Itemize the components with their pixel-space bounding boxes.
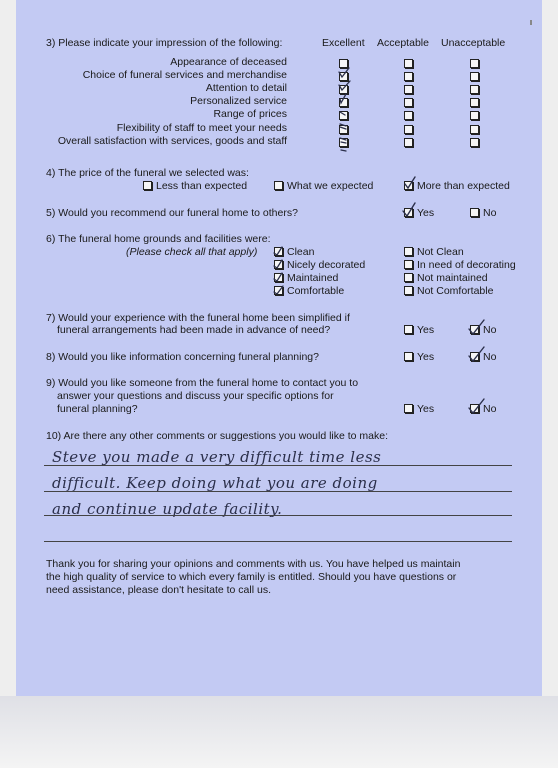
q4-option-less-label: Less than expected	[156, 180, 248, 192]
q6-option-not-clean[interactable]	[404, 246, 464, 258]
handwritten-comment-line3: and continue update facility.	[52, 500, 283, 518]
comment-line-4	[44, 541, 512, 542]
q9-question-line2: answer your questions and discuss your specific options for	[57, 390, 334, 402]
q4-option-what-label: What we expected	[287, 180, 374, 192]
q4-what-checkbox[interactable]	[274, 181, 283, 190]
col-header-acceptable: Acceptable	[377, 37, 429, 49]
col-header-unacceptable: Unacceptable	[441, 37, 506, 49]
q3-r1-acceptable-checkbox[interactable]	[404, 59, 413, 68]
q6-not-comfortable-checkbox[interactable]	[404, 286, 413, 295]
q3-r4-acceptable-checkbox[interactable]	[404, 98, 413, 107]
q3-item-prices: Range of prices	[213, 108, 287, 120]
q3-r1-unacceptable-checkbox[interactable]	[470, 59, 479, 68]
q4-option-less[interactable]	[143, 180, 247, 192]
q8-yes-option[interactable]	[404, 351, 434, 363]
q3-r4-unacceptable-checkbox[interactable]	[470, 98, 479, 107]
q6-not-maintained-label: Not maintained	[417, 272, 488, 284]
q5-no-option[interactable]	[470, 207, 496, 219]
scan-speck	[530, 20, 532, 25]
q6-nicely-decorated-label: Nicely decorated	[287, 259, 366, 271]
q10-question: 10) Are there any other comments or suggestions you would like to make:	[46, 430, 389, 442]
q3-item-flexibility: Flexibility of staff to meet your needs	[116, 122, 287, 134]
q7-no-check-mark	[467, 318, 487, 336]
q6-in-need-checkbox[interactable]	[404, 260, 413, 269]
q3-excellent-marks	[337, 54, 353, 152]
q7-yes-label: Yes	[417, 324, 435, 336]
q6-not-clean-label: Not Clean	[417, 246, 464, 258]
q7-question-line2: funeral arrangements had been made in advance of need?	[57, 324, 331, 336]
q3-item-personalized: Personalized service	[190, 95, 287, 107]
q8-no-check-mark	[467, 345, 487, 363]
q6-not-maintained-checkbox[interactable]	[404, 273, 413, 282]
q6-comfortable-label: Comfortable	[287, 285, 345, 297]
q3-r7-unacceptable-checkbox[interactable]	[470, 138, 479, 147]
q5-no-checkbox[interactable]	[470, 208, 479, 217]
q3-r5-unacceptable-checkbox[interactable]	[470, 111, 479, 120]
q9-yes-option[interactable]	[404, 403, 434, 415]
q9-question-line3: funeral planning?	[57, 403, 138, 415]
comment-line-3	[44, 515, 512, 516]
closing-line2: the high quality of service to which every family is entitled. Should you have questions or	[46, 571, 457, 583]
q6-clean-label: Clean	[287, 246, 315, 258]
handwritten-comment-line2: difficult. Keep doing what you are doing	[52, 474, 378, 492]
q3-r5-acceptable-checkbox[interactable]	[404, 111, 413, 120]
q4-option-more-label: More than expected	[417, 180, 510, 192]
q4-question: 4) The price of the funeral we selected was:	[46, 167, 249, 179]
q9-yes-label: Yes	[417, 403, 435, 415]
handwritten-comment-line1: Steve you made a very difficult time less	[52, 448, 382, 466]
q3-r7-acceptable-checkbox[interactable]	[404, 138, 413, 147]
q9-question-line1: 9) Would you like someone from the funeral home to contact you to	[46, 377, 359, 389]
q3-r3-acceptable-checkbox[interactable]	[404, 85, 413, 94]
q8-question: 8) Would you like information concerning funeral planning?	[46, 351, 319, 363]
q8-yes-checkbox[interactable]	[404, 352, 413, 361]
q5-question: 5) Would you recommend our funeral home to others?	[46, 207, 298, 219]
q6-option-not-comfortable[interactable]	[404, 285, 493, 297]
q4-option-more[interactable]	[404, 180, 510, 192]
q9-no-check-mark	[467, 397, 487, 415]
closing-line1: Thank you for sharing your opinions and comments with us. You have helped us maintain	[46, 558, 461, 570]
q3-r2-unacceptable-checkbox[interactable]	[470, 72, 479, 81]
q6-question: 6) The funeral home grounds and facilities were:	[46, 233, 271, 245]
q6-not-comfortable-label: Not Comfortable	[417, 285, 494, 297]
comment-line-2	[44, 491, 512, 492]
q5-yes-label: Yes	[417, 207, 435, 219]
q6-not-clean-checkbox[interactable]	[404, 247, 413, 256]
q4-option-what[interactable]	[274, 180, 373, 192]
q3-item-overall: Overall satisfaction with services, goods and staff	[57, 135, 287, 147]
col-header-excellent: Excellent	[322, 37, 365, 49]
q7-yes-checkbox[interactable]	[404, 325, 413, 334]
q3-item-attention: Attention to detail	[205, 82, 287, 94]
q8-no-label: No	[483, 351, 497, 363]
q5-yes-check-mark	[400, 201, 418, 219]
q9-yes-checkbox[interactable]	[404, 404, 413, 413]
q3-r6-unacceptable-checkbox[interactable]	[470, 125, 479, 134]
q3-r3-unacceptable-checkbox[interactable]	[470, 85, 479, 94]
q7-question-line1: 7) Would your experience with the funeral home been simplified if	[46, 312, 350, 324]
q3-question: 3) Please indicate your impression of the following:	[46, 37, 283, 49]
q9-no-label: No	[483, 403, 497, 415]
q6-check-marks	[272, 243, 288, 297]
q6-maintained-label: Maintained	[287, 272, 339, 284]
closing-line3: need assistance, please don't hesitate to call us.	[46, 584, 271, 596]
comment-line-1	[44, 465, 512, 466]
q6-option-not-maintained[interactable]	[404, 272, 488, 284]
q7-yes-option[interactable]	[404, 324, 434, 336]
q3-item-appearance: Appearance of deceased	[170, 56, 287, 68]
q6-option-in-need-of-decorating[interactable]	[404, 259, 516, 271]
q6-in-need-label: In need of decorating	[417, 259, 516, 271]
q7-no-label: No	[483, 324, 497, 336]
q3-r6-acceptable-checkbox[interactable]	[404, 125, 413, 134]
q6-instruction: (Please check all that apply)	[126, 246, 258, 258]
q5-no-label: No	[483, 207, 497, 219]
q3-item-choice: Choice of funeral services and merchandise	[82, 69, 287, 81]
scanner-margin	[0, 696, 558, 768]
q3-r2-acceptable-checkbox[interactable]	[404, 72, 413, 81]
q4-more-check-mark	[402, 174, 418, 190]
q8-yes-label: Yes	[417, 351, 435, 363]
q4-less-checkbox[interactable]	[143, 181, 152, 190]
